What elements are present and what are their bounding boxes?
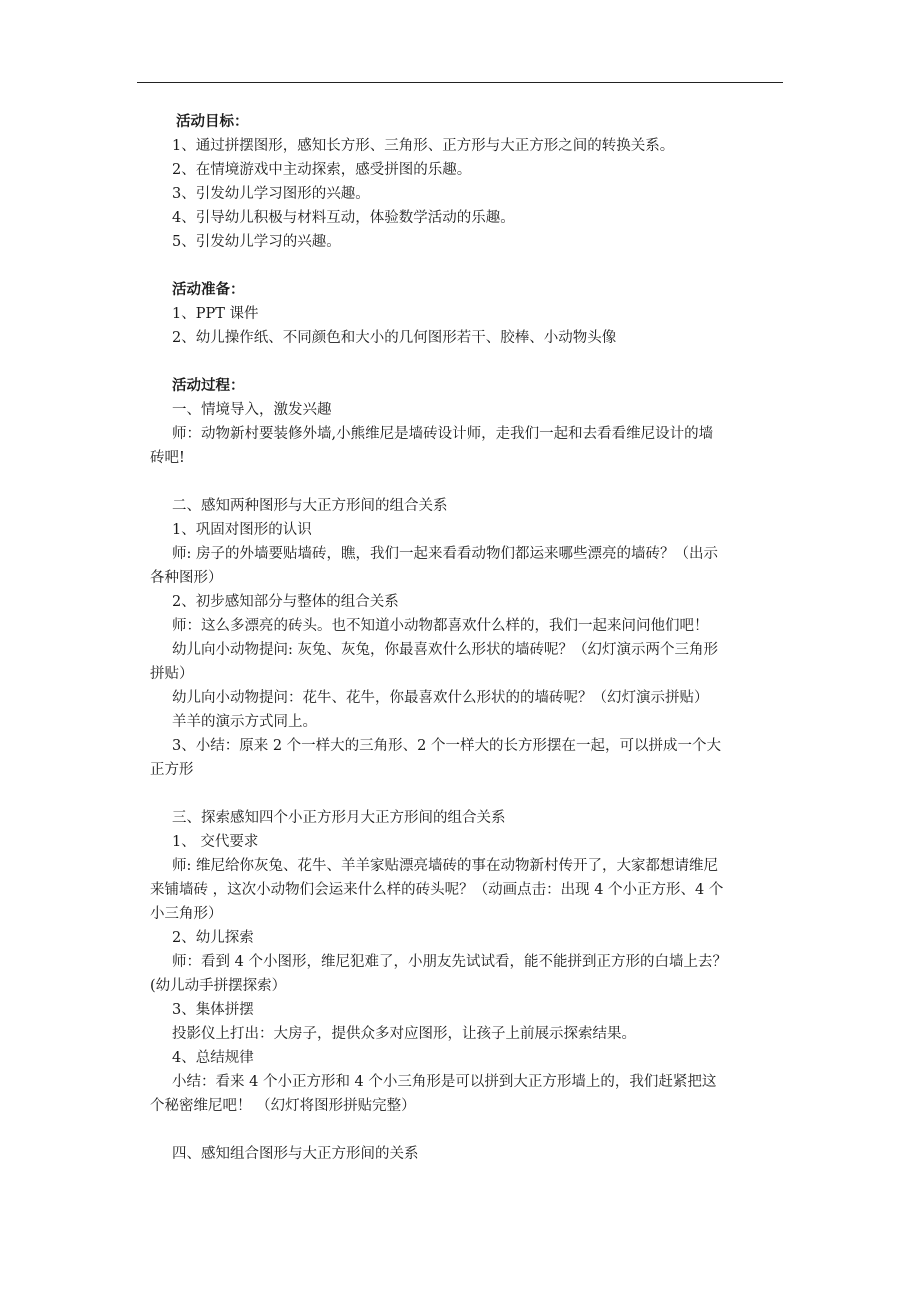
paragraph-continuation: 来铺墙砖 ，这次小动物们会运来什么样的砖头呢？（动画点击：出现 4 个小正方形、4 个: [150, 882, 724, 898]
paragraph-continuation: 个秘密维尼吧！ （幻灯将图形拼贴完整）: [150, 1098, 416, 1114]
paragraph-line: 四、感知组合图形与大正方形间的关系: [172, 1146, 419, 1162]
paragraph-line: 1、PPT 课件: [172, 306, 259, 322]
section-gap: [150, 350, 790, 374]
paragraph-line: 2、幼儿操作纸、不同颜色和大小的几何图形若干、胶棒、小动物头像: [172, 330, 617, 346]
paragraph-line: 师: 维尼给你灰兔、花牛、羊羊家贴漂亮墙砖的事在动物新村传开了，大家都想请维尼: [172, 858, 718, 874]
paragraph-continuation: 砖吧!: [150, 450, 185, 466]
paragraph-line: 小结：看来 4 个小正方形和 4 个小三角形是可以拼到大正方形墙上的，我们赶紧把这: [172, 1074, 717, 1090]
paragraph-continuation: 各种图形）: [150, 570, 223, 586]
header-rule: [137, 82, 783, 83]
paragraph-line: 2、幼儿探索: [172, 930, 254, 946]
paragraph-line: 三、探索感知四个小正方形月大正方形间的组合关系: [172, 810, 506, 826]
paragraph-continuation: 小三角形）: [150, 906, 223, 922]
paragraph-line: 幼儿向小动物提问: 灰兔、灰兔，你最喜欢什么形状的墙砖呢？（幻灯演示两个三角形: [172, 642, 718, 658]
paragraph-line: 4、引导幼儿积极与材料互动，体验数学活动的乐趣。: [172, 210, 515, 226]
paragraph-line: 1、通过拼摆图形，感知长方形、三角形、正方形与大正方形之间的转换关系。: [172, 138, 675, 154]
section-gap: [150, 782, 790, 806]
section-heading: 活动过程：: [172, 377, 245, 394]
paragraph-continuation: 拼贴）: [150, 666, 194, 682]
paragraph-line: 幼儿向小动物提问：花牛、花牛，你最喜欢什么形状的的墙砖呢？（幻灯演示拼贴）: [172, 690, 709, 706]
paragraph-line: 师: 房子的外墙要贴墙砖，瞧，我们一起来看看动物们都运来哪些漂亮的墙砖？（出示: [172, 546, 718, 562]
paragraph-line: 1、巩固对图形的认识: [172, 522, 312, 538]
paragraph-line: 2、初步感知部分与整体的组合关系: [172, 594, 399, 610]
paragraph-line: 4、总结规律: [172, 1050, 254, 1066]
section-gap: [150, 254, 790, 278]
paragraph-line: 师：看到 4 个小图形，维尼犯难了，小朋友先试试看，能不能拼到正方形的白墙上去？: [172, 954, 727, 970]
paragraph-line: 一、情境导入，激发兴趣: [172, 402, 332, 418]
paragraph-continuation: (幼儿动手拼摆探索）: [150, 978, 287, 994]
section-heading: 活动准备：: [172, 281, 245, 298]
section-gap: [150, 1118, 790, 1142]
paragraph-line: 二、感知两种图形与大正方形间的组合关系: [172, 498, 448, 514]
paragraph-line: 羊羊的演示方式同上。: [172, 714, 317, 730]
paragraph-line: 师：这么多漂亮的砖头。也不知道小动物都喜欢什么样的，我们一起来问问他们吧！: [172, 618, 709, 634]
section-gap: [150, 470, 790, 494]
paragraph-line: 2、在情境游戏中主动探索，感受拼图的乐趣。: [172, 162, 472, 178]
section-heading: 活动目标：: [176, 113, 249, 130]
paragraph-line: 师：动物新村要装修外墙,小熊维尼是墙砖设计师，走我们一起和去看看维尼设计的墙: [172, 426, 714, 442]
document-body: [150, 110, 790, 1166]
paragraph-line: 投影仪上打出：大房子，提供众多对应图形，让孩子上前展示探索结果。: [172, 1026, 636, 1042]
paragraph-line: 3、集体拼摆: [172, 1002, 254, 1018]
paragraph-continuation: 正方形: [150, 762, 194, 778]
paragraph-line: 1、 交代要求: [172, 834, 259, 850]
paragraph-line: 5、引发幼儿学习的兴趣。: [172, 234, 341, 250]
paragraph-line: 3、引发幼儿学习图形的兴趣。: [172, 186, 370, 202]
paragraph-line: 3、小结：原来 2 个一样大的三角形、2 个一样大的长方形摆在一起，可以拼成一个大: [172, 738, 722, 754]
